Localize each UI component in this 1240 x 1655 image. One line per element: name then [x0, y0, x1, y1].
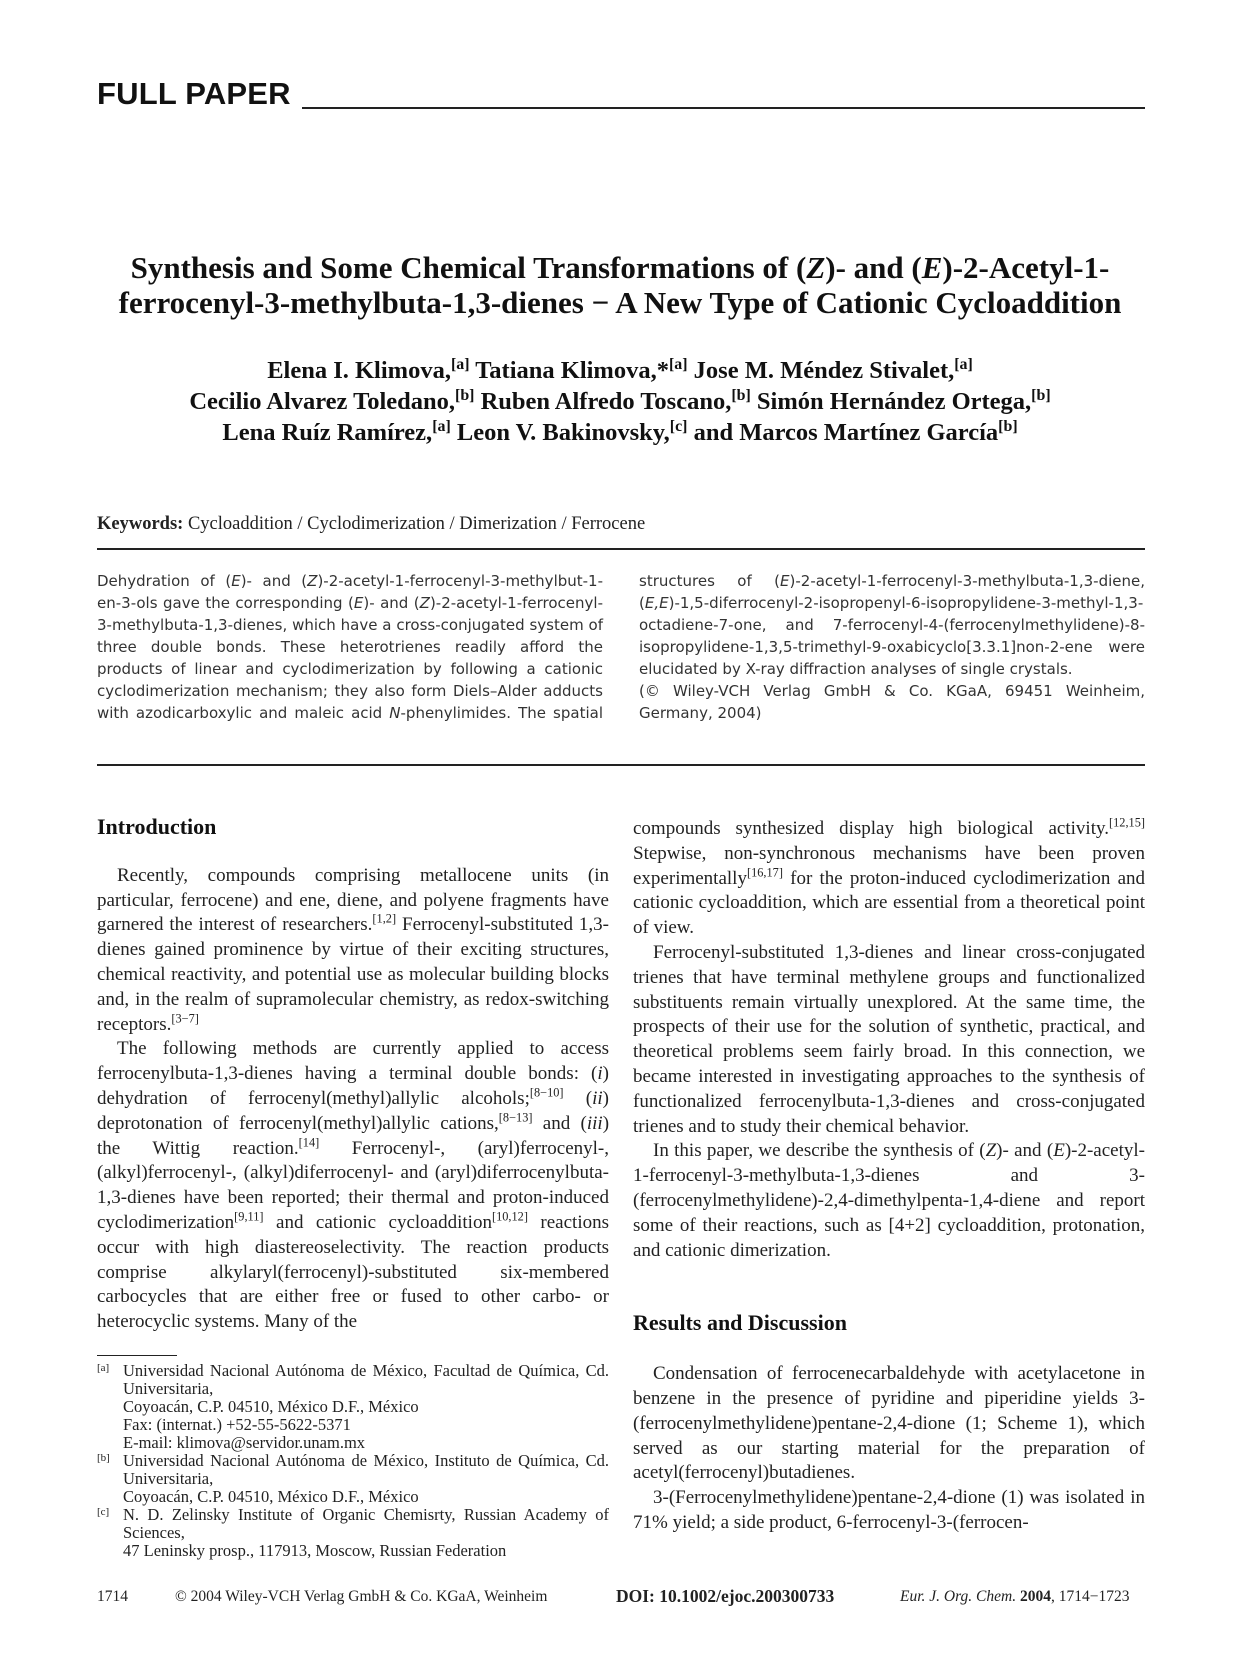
abstract	[97, 570, 1145, 750]
abstract-copyright: (© Wiley-VCH Verlag GmbH & Co. KGaA, 69451 Weinheim, Germany, 2004)	[639, 682, 1145, 722]
keywords	[97, 514, 645, 535]
keywords-label: Keywords:	[97, 514, 184, 534]
intro-paragraph-2: The following methods are currently applied to access ferrocenylbuta-1,3-dienes having a terminal double bonds: (i) dehydration of ferrocenyl(methyl)allylic alcohols;[8−10] (ii) deprotonation of ferrocenyl(methyl)allylic cations,[8−13] and (iii) the Wittig reaction.[14] Ferrocenyl-, (aryl)ferrocenyl-, (alkyl)ferrocenyl-, (alkyl)diferrocenyl- and (aryl)diferrocenylbuta-1,3-dienes have been reported; their thermal and proton-induced cyclodimerization[9,11] and cationic cycloaddition[10,12] reactions occur with high diastereoselectivity. The reaction products comprise alkylaryl(ferrocenyl)-substituted six-membered carbocycles that are either free or fused to other carbo- or heterocyclic systems. Many of the	[97, 1038, 610, 1333]
affiliation-b	[97, 1452, 609, 1506]
author-list	[80, 355, 1160, 448]
section-label: FULL PAPER	[97, 76, 291, 111]
keywords-text: Cycloaddition / Cyclodimerization / Dimerization / Ferrocene	[187, 514, 646, 534]
affiliation-a	[97, 1362, 609, 1452]
fax-line: Fax: (internat.) +52-55-5622-5371	[123, 1415, 351, 1434]
intro-paragraph-5: In this paper, we describe the synthesis of (Z)- and (E)-2-acetyl-1-ferrocenyl-3-methylbuta-1,3-dienes and 3-(ferrocenylmethylidene)-2,4-dimethylpenta-1,4-diene and report some of their reactions, such as [4+2] cycloaddition, protonation, and cationic dimerization.	[633, 1140, 1145, 1261]
journal-year: 2004	[1019, 1588, 1051, 1605]
results-heading: Results and Discussion	[633, 1310, 847, 1336]
footer-copyright: © 2004 Wiley-VCH Verlag GmbH & Co. KGaA, Weinheim	[175, 1588, 548, 1605]
header-rule	[302, 107, 1145, 109]
affiliation-line: Universidad Nacional Autónoma de México, Facultad de Química, Cd. Universitaria,	[123, 1361, 609, 1398]
article-title	[80, 250, 1160, 320]
title-line-2: ferrocenyl-3-methylbuta-1,3-dienes − A New Type of Cationic Cycloaddition	[118, 285, 1122, 320]
journal-name: Eur. J. Org. Chem.	[900, 1588, 1017, 1605]
intro-paragraph-3: compounds synthesized display high biological activity.[12,15] Stepwise, non-synchronous mechanisms have been proven experimentally[16,17] for the proton-induced cyclodimerization and cationic cycloaddition, which are essential from a theoretical point of view.	[633, 815, 1145, 939]
abstract-bottom-rule	[97, 764, 1145, 766]
affiliation-line: 47 Leninsky prosp., 117913, Moscow, Russian Federation	[123, 1541, 507, 1560]
author-line-2: Cecilio Alvarez Toledano,[b] Ruben Alfredo Toscano,[b] Simón Hernández Ortega,[b]	[189, 386, 1051, 415]
affiliation-line: N. D. Zelinsky Institute of Organic Chemisrty, Russian Academy of Sciences,	[123, 1505, 609, 1542]
affiliation-line: Universidad Nacional Autónoma de México, Instituto de Química, Cd. Universitaria,	[123, 1451, 609, 1488]
doi: DOI: 10.1002/ejoc.200300733	[616, 1586, 835, 1606]
author-line-3: Lena Ruíz Ramírez,[a] Leon V. Bakinovsky,[c] and Marcos Martínez García[b]	[222, 417, 1018, 446]
affiliations	[97, 1362, 609, 1560]
journal-citation	[900, 1588, 1129, 1606]
intro-paragraph-4: Ferrocenyl-substituted 1,3-dienes and linear cross-conjugated trienes that have terminal methylene groups and functionalized substituents remain virtually unexplored. At the same time, the prospects of their use for the solution of synthetic, practical, and theoretical problems seem fairly broad. In this connection, we became interested in investigating approaches to the synthesis of functionalized ferrocenylbuta-1,3-dienes and cross-conjugated trienes and to study their chemical behavior.	[633, 941, 1145, 1137]
title-line-1: Synthesis and Some Chemical Transformations of (Z)- and (E)-2-Acetyl-1-	[130, 250, 1110, 285]
affiliation-marker: [c]	[97, 1506, 110, 1518]
left-column	[97, 815, 609, 1335]
results-paragraph-2: 3-(Ferrocenylmethylidene)pentane-2,4-dione (1) was isolated in 71% yield; a side product, 6-ferrocenyl-3-(ferrocen-	[633, 1487, 1145, 1533]
journal-pages: , 1714−1723	[1050, 1588, 1130, 1605]
affiliation-c	[97, 1506, 609, 1560]
email-line: E-mail: klimova@servidor.unam.mx	[123, 1433, 366, 1452]
abstract-top-rule	[97, 548, 1145, 550]
abstract-text: Dehydration of (E)- and (Z)-2-acetyl-1-ferrocenyl-3-methylbut-1-en-3-ols gave the corresponding (E)- and (Z)-2-acetyl-1-ferrocenyl-3-methylbuta-1,3-dienes, which have a cross-conjugated system of three double bonds. These heterotrienes readily afford the products of linear and cyclodimerization by following a cationic cyclodimerization mechanism; they also form Diels–Alder adducts with azodicarboxylic and maleic acid N-phenylimides. The spatial structures of (E)-2-acetyl-1-ferrocenyl-3-methylbuta-1,3-diene, (E,E)-1,5-diferrocenyl-2-isopropenyl-6-isopropylidene-3-methyl-1,3-octadiene-7-one, and 7-ferrocenyl-4-(ferrocenylmethylidene)-8-isopropylidene-1,3,5-trimethyl-9-oxabicyclo[3.3.1]non-2-ene were elucidated by X-ray diffraction analyses of single crystals.	[97, 572, 1145, 722]
affiliation-marker: [a]	[97, 1362, 110, 1374]
affiliation-line: Coyoacán, C.P. 04510, México D.F., México	[123, 1487, 419, 1506]
footnote-rule	[97, 1355, 177, 1356]
affiliation-marker: [b]	[97, 1452, 110, 1464]
results-paragraph-1: Condensation of ferrocenecarbaldehyde with acetylacetone in benzene in the presence of pyridine and piperidine yields 3-(ferrocenylmethylidene)pentane-2,4-dione (1; Scheme 1), which served as our starting material for the preparation of acetyl(ferrocenyl)butadienes.	[633, 1363, 1145, 1484]
introduction-heading: Introduction	[97, 814, 217, 839]
affiliation-line: Coyoacán, C.P. 04510, México D.F., México	[123, 1397, 419, 1416]
author-line-1: Elena I. Klimova,[a] Tatiana Klimova,*[a] Jose M. Méndez Stivalet,[a]	[267, 355, 973, 384]
page-number: 1714	[97, 1588, 128, 1605]
intro-paragraph-1: Recently, compounds comprising metallocene units (in particular, ferrocene) and ene, diene, and polyene fragments have garnered the interest of researchers.[1,2] Ferrocenyl-substituted 1,3-dienes gained prominence by virtue of their exciting structures, chemical reactivity, and potential use as molecular building blocks and, in the realm of supramolecular chemistry, as redox-switching receptors.[3−7]	[97, 864, 609, 1035]
right-column	[633, 817, 1145, 1536]
